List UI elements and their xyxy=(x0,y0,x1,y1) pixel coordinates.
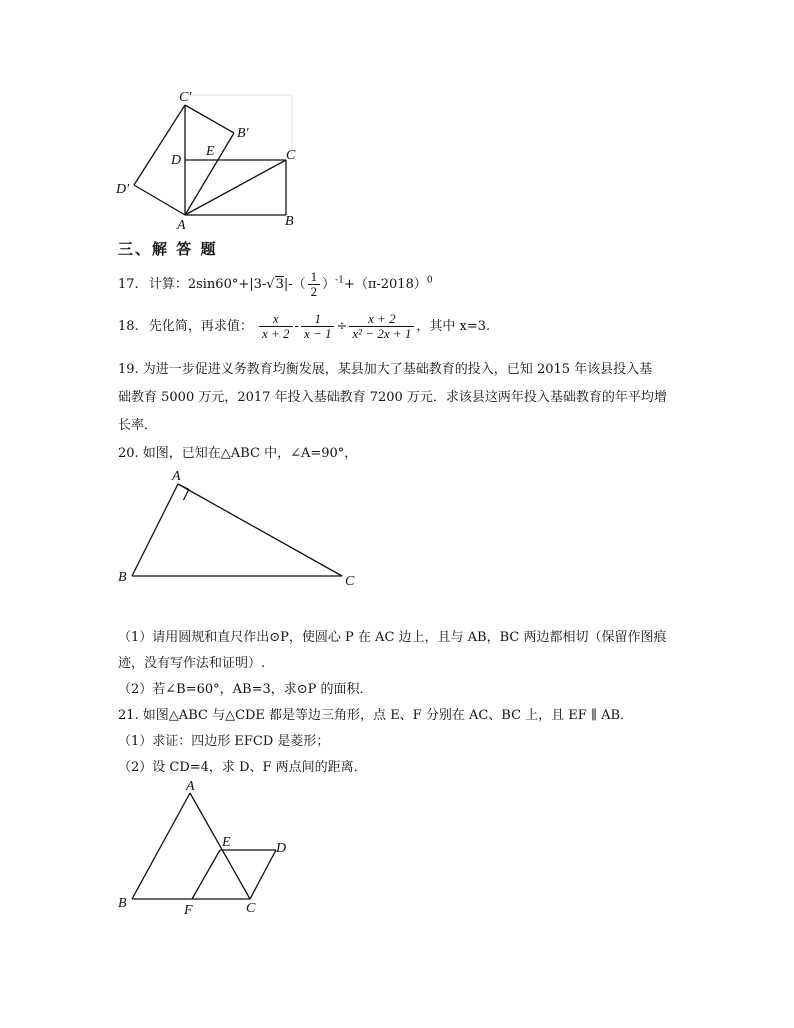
label-B: B xyxy=(118,570,127,585)
q17-number: 17. xyxy=(118,277,139,292)
label-D-prime: D′ xyxy=(116,182,130,197)
label-B: B xyxy=(285,214,294,229)
q17-root: 3 xyxy=(275,277,284,292)
section-heading: 三、解 答 题 xyxy=(118,240,218,258)
q18-op2: ÷ xyxy=(336,319,348,334)
label-C: C xyxy=(246,901,256,916)
label-C: C xyxy=(345,574,355,589)
q18-f1-num: x xyxy=(272,311,279,326)
q20-part2: （2）若∠B=60°，AB=3，求⊙P 的面积． xyxy=(118,682,373,697)
label-D: D xyxy=(276,841,287,856)
q18-f2-den: x − 1 xyxy=(301,326,335,341)
q21-part2: （2）设 CD=4，求 D、F 两点间的距离． xyxy=(118,760,367,775)
label-D: D xyxy=(171,153,182,168)
label-C-prime: C′ xyxy=(179,90,192,105)
q19-line-1: 19. 为进一步促进义务教育均衡发展，某县加大了基础教育的投入，已知 2015 年该县投入基 xyxy=(118,362,653,377)
sqrt-sign: √ xyxy=(266,277,275,292)
segment-EF xyxy=(192,850,220,899)
label-A: A xyxy=(172,469,181,484)
figure-equilateral-triangles xyxy=(110,776,310,921)
figure-right-triangle xyxy=(110,462,370,592)
q17-mid: |-（ xyxy=(283,277,306,292)
segment-DC xyxy=(250,850,276,899)
q19-line-3: 长率． xyxy=(118,418,158,433)
q20-part1-line-2: 迹，没有写作法和证明）. xyxy=(118,656,266,671)
q18-tail: ，其中 x=3. xyxy=(416,319,491,334)
segment-C-prime-B-prime xyxy=(185,105,234,133)
label-B-prime: B′ xyxy=(237,126,249,141)
label-C: C xyxy=(286,148,296,163)
q17-tail: ） xyxy=(322,277,336,292)
question-17 xyxy=(118,270,433,299)
q17-rest: +（π-2018） xyxy=(343,277,427,292)
right-angle-mark xyxy=(178,484,189,500)
q20-part1-line-1: （1）请用圆规和直尺作出⊙P，使圆心 P 在 AC 边上，且与 AB，BC 两边都相切（保留作图痕 xyxy=(118,630,667,645)
q18-f3-den: x² − 2x + 1 xyxy=(349,326,414,341)
q18-f1-den: x + 2 xyxy=(259,326,293,341)
label-F: F xyxy=(184,903,193,918)
q21-line: 21. 如图△ABC 与△CDE 都是等边三角形，点 E、F 分别在 AC、BC 上，且 EF ∥ AB． xyxy=(118,708,634,723)
q19-line-2: 础教育 5000 万元，2017 年投入基础教育 7200 万元．求该县这两年投入基础教育的年平均增 xyxy=(118,390,667,405)
q18-lead: 先化简，再求值： xyxy=(148,319,253,334)
q18-f3-num: x + 2 xyxy=(368,311,396,326)
label-E: E xyxy=(206,144,215,159)
q17-frac-num: 1 xyxy=(310,269,318,284)
label-E: E xyxy=(222,835,231,850)
q21-part1: （1）求证：四边形 EFCD 是菱形； xyxy=(118,734,330,749)
segment-AB xyxy=(132,793,190,899)
segment-AB xyxy=(132,484,178,576)
q20-line: 20. 如图，已知在△ABC 中，∠A=90°， xyxy=(118,446,358,461)
question-18 xyxy=(118,312,490,341)
q18-fraction-3 xyxy=(349,312,414,341)
q18-number: 18. xyxy=(118,319,139,334)
q17-lead: 计算：2sin60°+|3- xyxy=(148,277,267,292)
q17-exponent: -1 xyxy=(335,275,344,286)
label-A: A xyxy=(177,218,186,233)
q17-exponent-zero: 0 xyxy=(426,275,433,286)
segment-AC xyxy=(190,793,250,899)
q18-fraction-2 xyxy=(301,312,335,341)
q17-fraction xyxy=(308,270,321,299)
segment-AC xyxy=(185,160,286,215)
q18-f2-num: 1 xyxy=(314,311,321,326)
q17-frac-den: 2 xyxy=(308,284,321,299)
q18-op1: - xyxy=(294,319,299,334)
figure-rotated-rectangle xyxy=(110,85,310,235)
segment-D-prime-A xyxy=(134,185,185,215)
segment-AC xyxy=(178,484,342,576)
label-B: B xyxy=(118,896,127,911)
segment-C-prime-D-prime xyxy=(134,105,185,185)
label-A: A xyxy=(186,779,195,794)
q18-fraction-1 xyxy=(259,312,293,341)
